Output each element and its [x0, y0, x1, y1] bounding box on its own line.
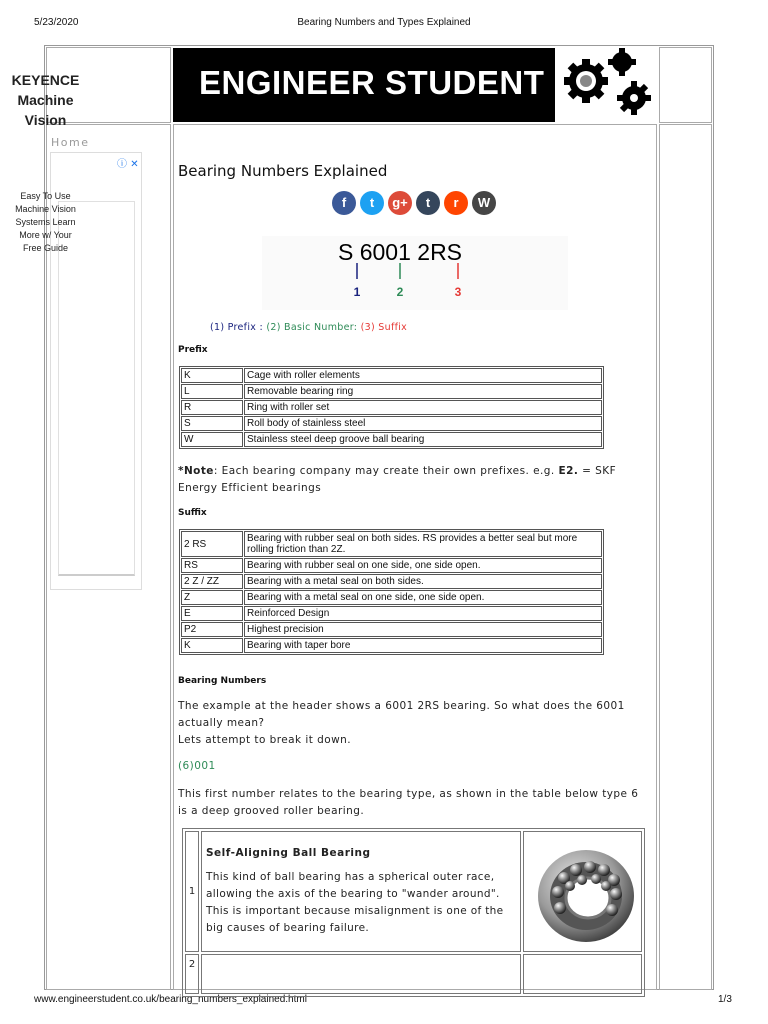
bearing-numbers-heading: Bearing Numbers — [178, 676, 267, 686]
type-description — [201, 831, 521, 952]
legend-prefix: (1) Prefix : — [210, 322, 264, 333]
table-cell-description: Stainless steel deep groove ball bearing — [244, 432, 602, 447]
ad-copy-text: Easy To Use Machine Vision Systems Learn More w/ Your Free Guide — [15, 191, 76, 253]
table-cell-description: Bearing with rubber seal on both sides. RS provides a better seal but more rolling friction than 2Z. — [244, 531, 602, 557]
ad-info-icon[interactable]: ⓘ ✕ — [117, 159, 139, 170]
table-row — [181, 531, 602, 557]
bearing-number-diagram — [262, 236, 568, 310]
table-row — [181, 400, 602, 415]
table-row — [181, 384, 602, 399]
table-cell-description: Bearing with a metal seal on both sides. — [244, 574, 602, 589]
table-cell-code: Z — [181, 590, 243, 605]
suffix-marker-label: 3 — [454, 285, 462, 299]
table-row — [181, 606, 602, 621]
table-cell-code: P2 — [181, 622, 243, 637]
diagram-code: S 6001 2RS — [337, 239, 463, 265]
prefix-note: *Note: Each bearing company may create their own prefixes. e.g. E2. = SKF Energy Efficient bearings — [178, 465, 617, 494]
table-cell-code: W — [181, 432, 243, 447]
table-row — [181, 558, 602, 573]
home-link[interactable]: Home — [51, 136, 90, 149]
table-cell-code: S — [181, 416, 243, 431]
print-date: 5/23/2020 — [34, 17, 79, 28]
type-text: This kind of ball bearing has a spherical outer race, allowing the axis of the bearing to "wander around". This is important because misalignment is one of the big causes of bearing failure. — [206, 870, 504, 934]
table-cell-description: Roll body of stainless steel — [244, 416, 602, 431]
facebook-icon[interactable]: f — [332, 191, 356, 215]
table-cell-code: 2 Z / ZZ — [181, 574, 243, 589]
twitter-icon[interactable]: t — [360, 191, 384, 215]
numbers-paragraph: The example at the header shows a 6001 2RS bearing. So what does the 6001 actually mean? Lets attempt to break it down. — [178, 700, 625, 746]
suffix-heading: Suffix — [178, 508, 207, 518]
table-row — [181, 432, 602, 447]
reddit-icon[interactable]: r — [444, 191, 468, 215]
table-cell-description: Cage with roller elements — [244, 368, 602, 383]
print-url: www.engineerstudent.co.uk/bearing_numbers_explained.html — [34, 994, 307, 1005]
header-right-cell — [659, 47, 712, 123]
ad-card[interactable] — [58, 201, 135, 576]
basic-marker-label: 2 — [396, 285, 404, 299]
table-cell-description: Bearing with taper bore — [244, 638, 602, 653]
type-code: (6)001 — [178, 760, 216, 772]
table-cell-description: Highest precision — [244, 622, 602, 637]
type-description — [201, 954, 521, 994]
table-row — [181, 622, 602, 637]
site-logo-banner[interactable] — [173, 48, 555, 122]
table-row — [181, 590, 602, 605]
page-title: Bearing Numbers Explained — [178, 162, 388, 180]
right-column — [659, 124, 712, 990]
print-title: Bearing Numbers and Types Explained — [297, 17, 471, 28]
type-heading: Self-Aligning Ball Bearing — [206, 846, 371, 859]
table-row — [185, 954, 642, 994]
legend-suffix: (3) Suffix — [360, 322, 408, 333]
table-cell-code: L — [181, 384, 243, 399]
table-cell-description: Bearing with rubber seal on one side, one side open. — [244, 558, 602, 573]
table-row — [181, 638, 602, 653]
print-page-number: 1/3 — [718, 994, 732, 1005]
table-cell-description: Ring with roller set — [244, 400, 602, 415]
type-image-cell — [523, 954, 642, 994]
table-row — [181, 574, 602, 589]
type-number: 1 — [185, 831, 199, 952]
ad-close-icon[interactable]: ✕ — [130, 159, 139, 170]
wordpress-icon[interactable]: W — [472, 191, 496, 215]
type-paragraph: This first number relates to the bearing type, as shown in the table below type 6 is a deep grooved roller bearing. — [178, 788, 639, 817]
gears-logo-icon — [556, 48, 658, 122]
table-cell-description: Bearing with a metal seal on one side, one side open. — [244, 590, 602, 605]
ad-brand-text: KEYENCE Machine Vision — [11, 72, 80, 128]
table-cell-code: E — [181, 606, 243, 621]
table-cell-code: RS — [181, 558, 243, 573]
table-cell-code: K — [181, 638, 243, 653]
table-row — [181, 368, 602, 383]
self-aligning-bearing-image — [528, 834, 645, 954]
prefix-heading: Prefix — [178, 345, 208, 355]
tumblr-icon[interactable]: t — [416, 191, 440, 215]
table-cell-code: K — [181, 368, 243, 383]
prefix-marker-label: 1 — [353, 285, 361, 299]
suffix-table — [179, 529, 604, 655]
table-cell-code: 2 RS — [181, 531, 243, 557]
table-cell-description: Reinforced Design — [244, 606, 602, 621]
google-plus-icon[interactable]: g+ — [388, 191, 412, 215]
type-number: 2 — [185, 954, 199, 994]
table-cell-description: Removable bearing ring — [244, 384, 602, 399]
table-cell-code: R — [181, 400, 243, 415]
legend-basic: (2) Basic Number: — [266, 322, 358, 333]
site-logo-text: ENGINEER STUDENT — [199, 64, 545, 101]
table-row — [181, 416, 602, 431]
diagram-legend — [210, 322, 407, 333]
prefix-table — [179, 366, 604, 449]
